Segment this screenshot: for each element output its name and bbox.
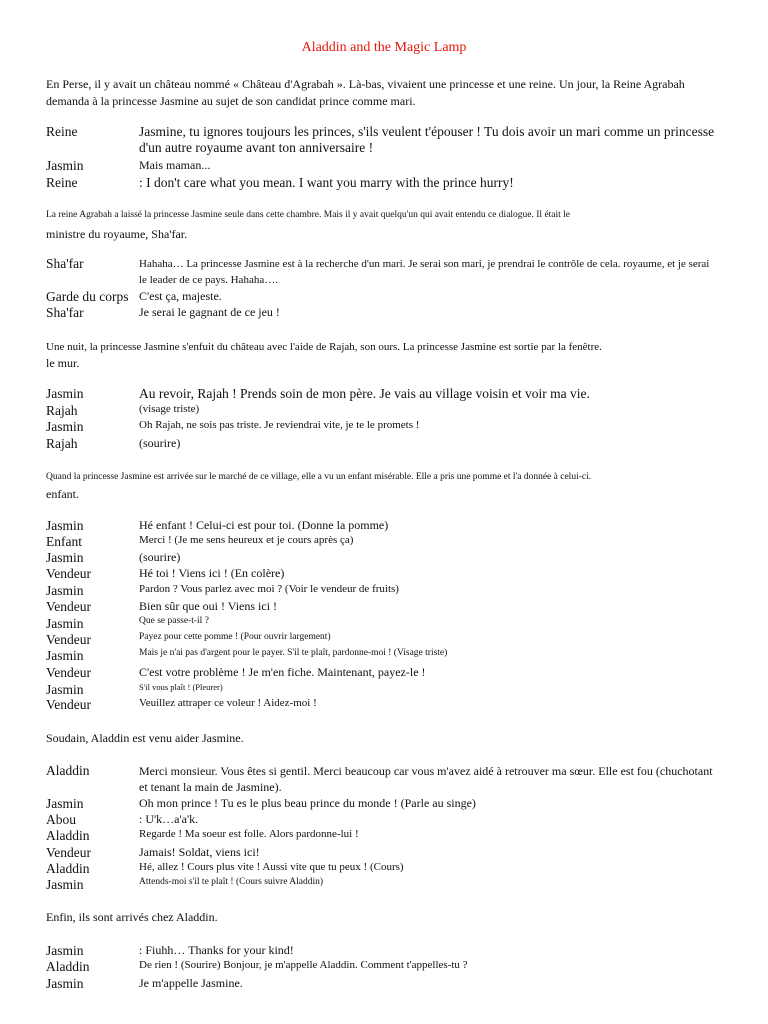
dialogue-line: (visage triste) (139, 403, 200, 415)
speaker-name: Jasmin (46, 976, 84, 991)
speaker-name: Rajah (46, 436, 78, 451)
narration-paragraph: La reine Agrabah a laissé la princesse Jasmine seule dans cette chambre. Mais il y avait quelqu'un qui avait entendu ce dialogue. Il était le (46, 210, 571, 220)
speaker-name: Sha'far (46, 305, 84, 320)
document-title: Aladdin and the Magic Lamp (301, 40, 467, 55)
speaker-name: Reine (46, 175, 78, 190)
speaker-name: Jasmin (46, 877, 84, 892)
dialogue-line: Merci monsieur. Vous êtes si gentil. Merci beaucoup car vous m'avez aidé à retrouver ma sœur. Elle est fou (chuchotant et tenant la main de Jasmine). (139, 764, 713, 794)
speaker-name: Jasmin (46, 796, 84, 811)
dialogue-line: Mais je n'ai pas d'argent pour le payer. S'il te plaît, pardonne-moi ! (Visage triste) (139, 648, 448, 658)
speaker-name: Vendeur (46, 697, 91, 712)
dialogue-line: Pardon ? Vous parlez avec moi ? (Voir le vendeur de fruits) (139, 583, 399, 595)
speaker-name: Vendeur (46, 599, 91, 614)
speaker-name: Garde du corps (46, 289, 129, 304)
speaker-name: Jasmin (46, 682, 84, 697)
dialogue-line: Je serai le gagnant de ce jeu ! (139, 305, 280, 319)
speaker-name: Jasmin (46, 550, 84, 565)
dialogue-line: Merci ! (Je me sens heureux et je cours après ça) (139, 534, 354, 546)
dialogue-line: Que se passe-t-il ? (139, 616, 209, 626)
dialogue-line: Bien sûr que oui ! Viens ici ! (139, 599, 278, 613)
dialogue-line: Attends-moi s'il te plaît ! (Cours suivre Aladdin) (139, 877, 324, 887)
speaker-name: Jasmin (46, 158, 84, 173)
dialogue-line: Au revoir, Rajah ! Prends soin de mon père. Je vais au village voisin et voir ma vie. (139, 386, 590, 401)
speaker-name: Vendeur (46, 632, 91, 647)
dialogue-line: Hé toi ! Viens ici ! (En colère) (139, 566, 285, 580)
dialogue-line: : Fiuhh… Thanks for your kind! (139, 943, 294, 957)
dialogue-line: (sourire) (139, 550, 181, 564)
dialogue-line: C'est ça, majeste. (139, 289, 222, 303)
dialogue-line: Jamais! Soldat, viens ici! (139, 845, 260, 859)
dialogue-line: Oh mon prince ! Tu es le plus beau prince du monde ! (Parle au singe) (139, 796, 476, 810)
dialogue-line: C'est votre problème ! Je m'en fiche. Maintenant, payez-le ! (139, 665, 426, 679)
dialogue-line: Je m'appelle Jasmine. (139, 976, 243, 990)
dialogue-line: De rien ! (Sourire) Bonjour, je m'appelle Aladdin. Comment t'appelles-tu ? (139, 959, 468, 971)
narration-paragraph: Enfin, ils sont arrivés chez Aladdin. (46, 910, 218, 924)
speaker-name: Aladdin (46, 763, 90, 778)
narration-paragraph: Soudain, Aladdin est venu aider Jasmine. (46, 731, 244, 745)
speaker-name: Jasmin (46, 616, 84, 631)
dialogue-line: Oh Rajah, ne sois pas triste. Je reviendrai vite, je te le promets ! (139, 419, 420, 431)
speaker-name: Reine (46, 124, 78, 139)
speaker-name: Jasmin (46, 583, 84, 598)
dialogue-line: Jasmine, tu ignores toujours les princes, s'ils veulent t'épouser ! Tu dois avoir un mari comme un princesse d'un autre royaume avant ton anniversaire ! (139, 124, 715, 155)
dialogue-line: Payez pour cette pomme ! (Pour ouvrir largement) (139, 632, 331, 642)
dialogue-line: (sourire) (139, 436, 181, 450)
narration-paragraph: Quand la princesse Jasmine est arrivée sur le marché de ce village, elle a vu un enfant misérable. Elle a pris une pomme et l'a donnée à celui-ci. (46, 472, 592, 482)
speaker-name: Aladdin (46, 828, 90, 843)
dialogue-line: : I don't care what you mean. I want you marry with the prince hurry! (139, 175, 514, 190)
dialogue-line: Hé enfant ! Celui-ci est pour toi. (Donne la pomme) (139, 518, 389, 532)
speaker-name: Sha'far (46, 256, 84, 271)
speaker-name: Aladdin (46, 959, 90, 974)
dialogue-line: Veuillez attraper ce voleur ! Aidez-moi ! (139, 697, 317, 709)
intro-paragraph: En Perse, il y avait un château nommé « Château d'Agrabah ». Là-bas, vivaient une princesse et une reine. Un jour, la Reine Agrabah demanda à la princesse Jasmine au sujet de son candidat prince comme mari. (46, 77, 685, 108)
dialogue-line: Hahaha… La princesse Jasmine est à la recherche d'un mari. Je serai son mari, je prendrai le contrôle de cela. royaume, et je serai le leader de ce pays. Hahaha…. (139, 258, 710, 286)
speaker-name: Jasmin (46, 943, 84, 958)
narration-paragraph: Une nuit, la princesse Jasmine s'enfuit du château avec l'aide de Rajah, son ours. La princesse Jasmine est sortie par la fenêtre. (46, 341, 602, 353)
dialogue-line: S'il vous plaît ! (Pleurer) (139, 682, 223, 692)
speaker-name: Enfant (46, 534, 82, 549)
narration-paragraph: enfant. (46, 487, 79, 501)
dialogue-line: Mais maman... (139, 158, 211, 172)
speaker-name: Abou (46, 812, 76, 827)
narration-paragraph: ministre du royaume, Sha'far. (46, 227, 188, 241)
dialogue-line: Hé, allez ! Cours plus vite ! Aussi vite que tu peux ! (Cours) (139, 861, 404, 873)
speaker-name: Vendeur (46, 665, 91, 680)
speaker-name: Jasmin (46, 386, 84, 401)
dialogue-line: Regarde ! Ma soeur est folle. Alors pardonne-lui ! (139, 828, 359, 840)
narration-paragraph: le mur. (46, 356, 80, 370)
speaker-name: Vendeur (46, 566, 91, 581)
speaker-name: Jasmin (46, 518, 84, 533)
speaker-name: Vendeur (46, 845, 91, 860)
speaker-name: Jasmin (46, 419, 84, 434)
speaker-name: Aladdin (46, 861, 90, 876)
speaker-name: Rajah (46, 403, 78, 418)
speaker-name: Jasmin (46, 648, 84, 663)
dialogue-line: : U'k…a'a'k. (139, 812, 199, 826)
